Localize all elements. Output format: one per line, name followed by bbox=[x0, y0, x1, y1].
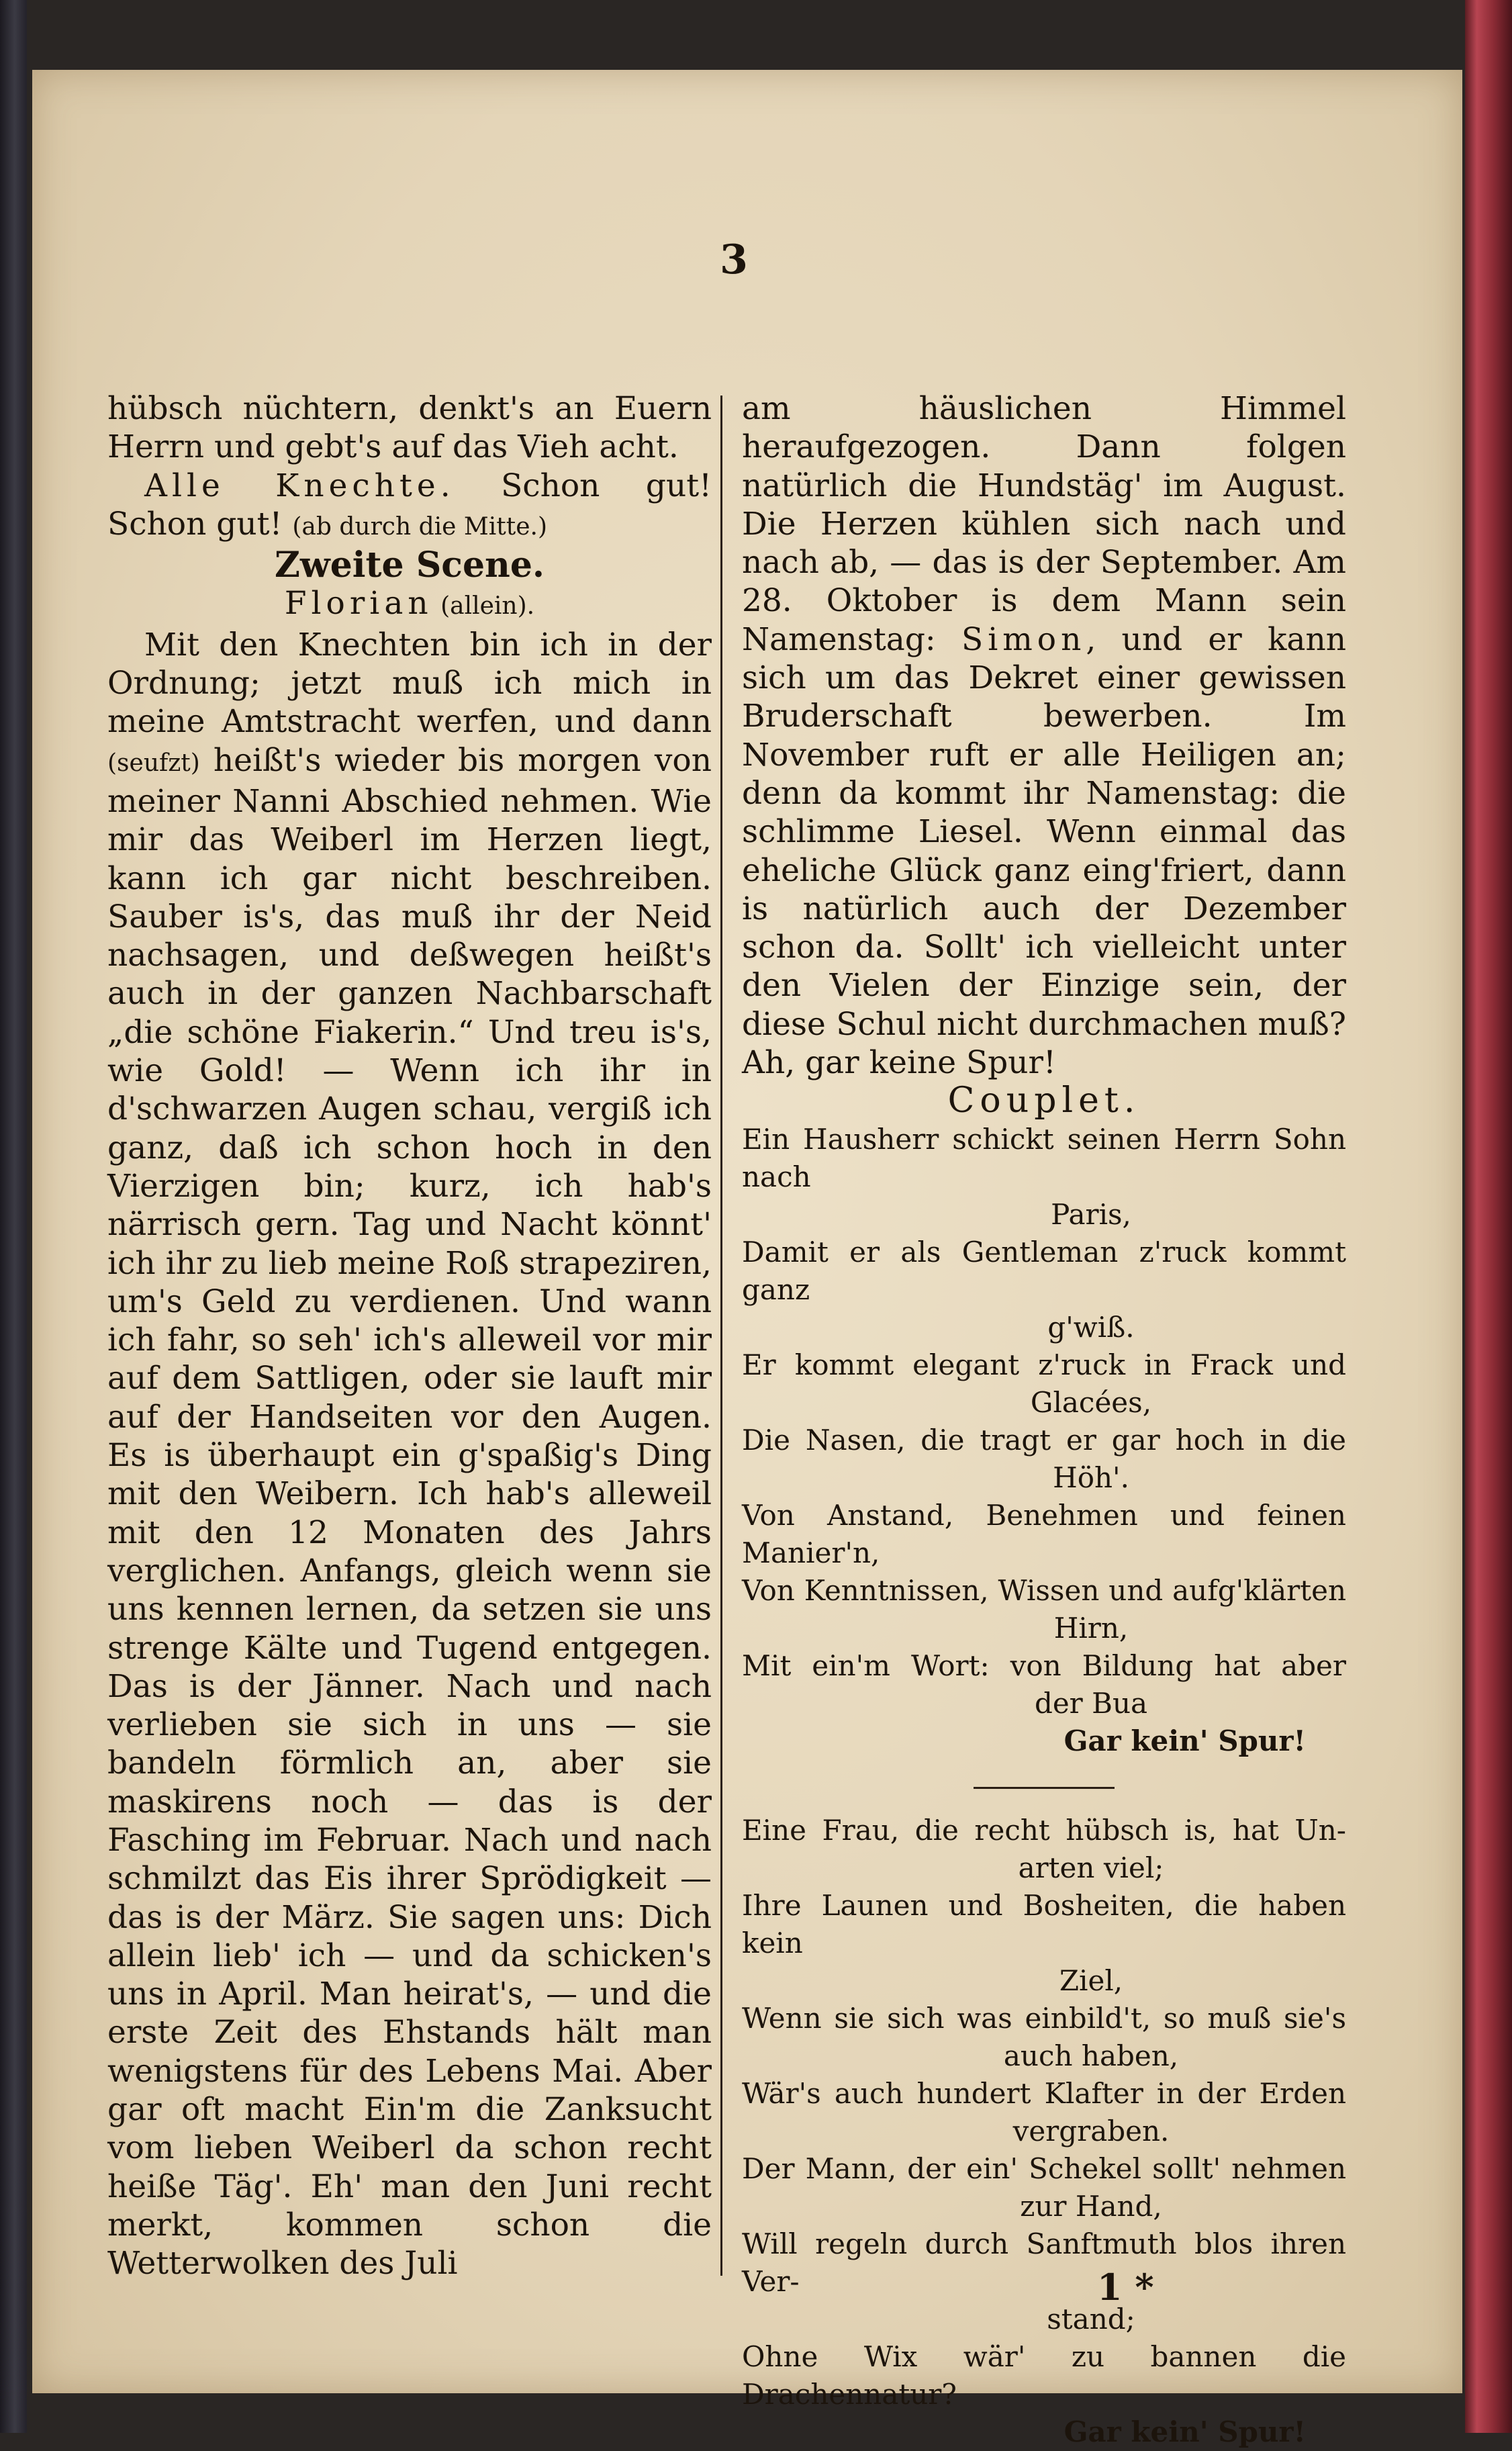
verse-cont: Glacées, bbox=[1030, 1385, 1152, 1419]
monologue-text-a: Mit den Knechten bin ich in der Ordnung; jetzt muß ich mich in meine Amtstracht werfen, und dann bbox=[107, 626, 712, 741]
verse-cont: Hirn, bbox=[1053, 1611, 1129, 1645]
verse-line: Die Nasen, die tragt er gar hoch in die bbox=[742, 1423, 1346, 1456]
speaker-alle-knechte: Alle Knechte. bbox=[144, 467, 455, 504]
verse-line: Er kommt elegant z'ruck in Frack und bbox=[742, 1348, 1346, 1381]
name-simon: Simon bbox=[961, 620, 1086, 658]
couplet-verse-1 bbox=[742, 1121, 1346, 1760]
verse-cont: der Bua bbox=[1034, 1686, 1148, 1720]
monologue bbox=[107, 626, 712, 2283]
verse-cont: zur Hand, bbox=[1020, 2189, 1162, 2223]
verse-cont: Paris, bbox=[1051, 1197, 1131, 1231]
verse-line: Mit ein'm Wort: von Bildung hat aber bbox=[742, 1649, 1346, 1682]
verse-line: Will regeln durch Sanftmuth blos ihren Ver- bbox=[742, 2227, 1346, 2298]
verse-cont: vergraben. bbox=[1012, 2114, 1170, 2147]
scene-title: Zweite Scene. bbox=[274, 545, 545, 586]
couplet-verse-2 bbox=[742, 1812, 1346, 2451]
verse-line: Damit er als Gentleman z'ruck kommt ganz bbox=[742, 1235, 1346, 1306]
speaker-florian: Florian bbox=[284, 585, 433, 622]
column-divider bbox=[720, 396, 722, 2276]
verse-line: Ihre Launen und Bosheiten, die haben kein bbox=[742, 1888, 1346, 1959]
verse-cont: stand; bbox=[1047, 2302, 1135, 2336]
right-text-b: , und er kann sich um das Dekret einer gewissen Bruderschaft bewerben. Im November ruft er alle Heiligen an; denn da kommt ihr Namenstag: die schlimme Liesel. Wenn einmal das eheliche Glück ganz eing'friert, dann is natürlich auch der Dezember schon da. Sollt' ich vielleicht unter den Vielen der Einzige sein, der diese Schul nicht durchmachen muß? Ah, gar keine Spur! bbox=[742, 620, 1346, 1082]
verse-refrain: Gar kein' Spur! bbox=[1064, 2415, 1306, 2448]
verse-cont: arten viel; bbox=[1018, 1851, 1164, 1884]
verse-refrain: Gar kein' Spur! bbox=[1064, 1724, 1306, 1757]
left-column bbox=[107, 389, 712, 2283]
verse-line: Wär's auch hundert Klafter in der Erden bbox=[742, 2076, 1346, 2110]
speaker-line bbox=[107, 584, 712, 625]
stage-direction: (ab durch die Mitte.) bbox=[292, 512, 548, 541]
left-paragraph-1: hübsch nüchtern, denkt's an Euern Herrn und gebt's auf das Vieh acht. bbox=[107, 390, 712, 466]
left-paragraph-2 bbox=[107, 467, 712, 547]
page-number: 3 bbox=[720, 236, 748, 283]
book-spine-edge bbox=[0, 0, 27, 2433]
verse-line: Ohne Wix wär' zu bannen die Drachennatur? bbox=[742, 2340, 1346, 2411]
book-cover-edge bbox=[1465, 0, 1512, 2433]
monologue-text-b: heißt's wieder bis morgen von meiner Nanni Abschied nehmen. Wie mir das Weiberl im Herzen liegt, kann ich gar nicht beschreiben. Sauber is's, das muß ihr der Neid nachsagen, und deßwegen heißt's auch in der ganzen Nachbarschaft „die schöne Fiakerin.“ Und treu is's, wie Gold! — Wenn ich ihr in d'schwarzen Augen schau, vergiß ich ganz, daß ich schon hoch in den Vierzigen bin; kurz, ich hab's närrisch gern. Tag und Nacht könnt' ich ihr zu lieb meine Roß strapeziren, um's Geld zu verdienen. Und wann ich fahr, so seh' ich's alleweil vor mir auf dem Sattligen, oder sie lauft mir auf der Handseiten vor den Augen. Es is überhaupt ein g'spaßig's Ding mit den Weibern. Ich hab's alleweil mit den 12 Monaten des Jahrs verglichen. Anfangs, gleich wenn sie uns kennen lernen, da setzen sie uns strenge Kälte und Tugend entgegen. Das is der Jänner. Nach und nach verlieben sie sich in uns — sie bandeln förmlich an, aber sie maskirens noch — das is der Fasching im Februar. Nach und nach schmilzt das Eis ihrer Sprödigkeit — das is der März. Sie sagen uns: Dich allein lieb' ich — und da schicken's uns in April. Man heirat's, — und die erste Zeit des Ehstands hält man wenigstens für des Lebens Mai. Aber gar oft macht Ein'm die Zanksucht vom lieben Weiberl da schon recht heiße Täg'. Eh' man den Juni recht merkt, kommen schon die Wetterwolken des Juli bbox=[107, 741, 712, 2282]
verse-separator bbox=[974, 1787, 1115, 1789]
signature-mark: 1 * bbox=[1097, 2266, 1154, 2309]
right-text-a: am häuslichen Himmel heraufgezogen. Dann folgen natürlich die Hundstäg' im August. Die Herzen kühlen sich nach und nach ab, — das is der September. Am 28. Oktober is dem Mann sein Namenstag: bbox=[742, 390, 1346, 658]
verse-line: Wenn sie sich was einbild't, so muß sie's bbox=[742, 2001, 1346, 2035]
right-paragraph-1 bbox=[742, 389, 1346, 1082]
verse-line: Von Kenntnissen, Wissen und aufg'klärten bbox=[742, 1573, 1346, 1607]
verse-line: Von Anstand, Benehmen und feinen Manier'n, bbox=[742, 1498, 1346, 1569]
verse-line: Der Mann, der ein' Schekel sollt' nehmen bbox=[742, 2152, 1346, 2185]
verse-cont: g'wiß. bbox=[1047, 1310, 1135, 1344]
verse-cont: auch haben, bbox=[1003, 2039, 1179, 2072]
book-page bbox=[32, 70, 1462, 2448]
verse-cont: Höh'. bbox=[1053, 1461, 1129, 1494]
speech-text: Schon gut! Schon gut! bbox=[107, 467, 712, 543]
verse-cont: Ziel, bbox=[1059, 1963, 1123, 1997]
speaker-stage: (allein). bbox=[432, 592, 535, 620]
monologue-stage: (seufzt) bbox=[107, 749, 200, 777]
verse-line: Ein Hausherr schickt seinen Herrn Sohn nach bbox=[742, 1122, 1346, 1193]
couplet-title: Couplet. bbox=[947, 1080, 1141, 1121]
right-column bbox=[742, 389, 1346, 2451]
verse-line: Eine Frau, die recht hübsch is, hat Un- bbox=[742, 1813, 1346, 1847]
